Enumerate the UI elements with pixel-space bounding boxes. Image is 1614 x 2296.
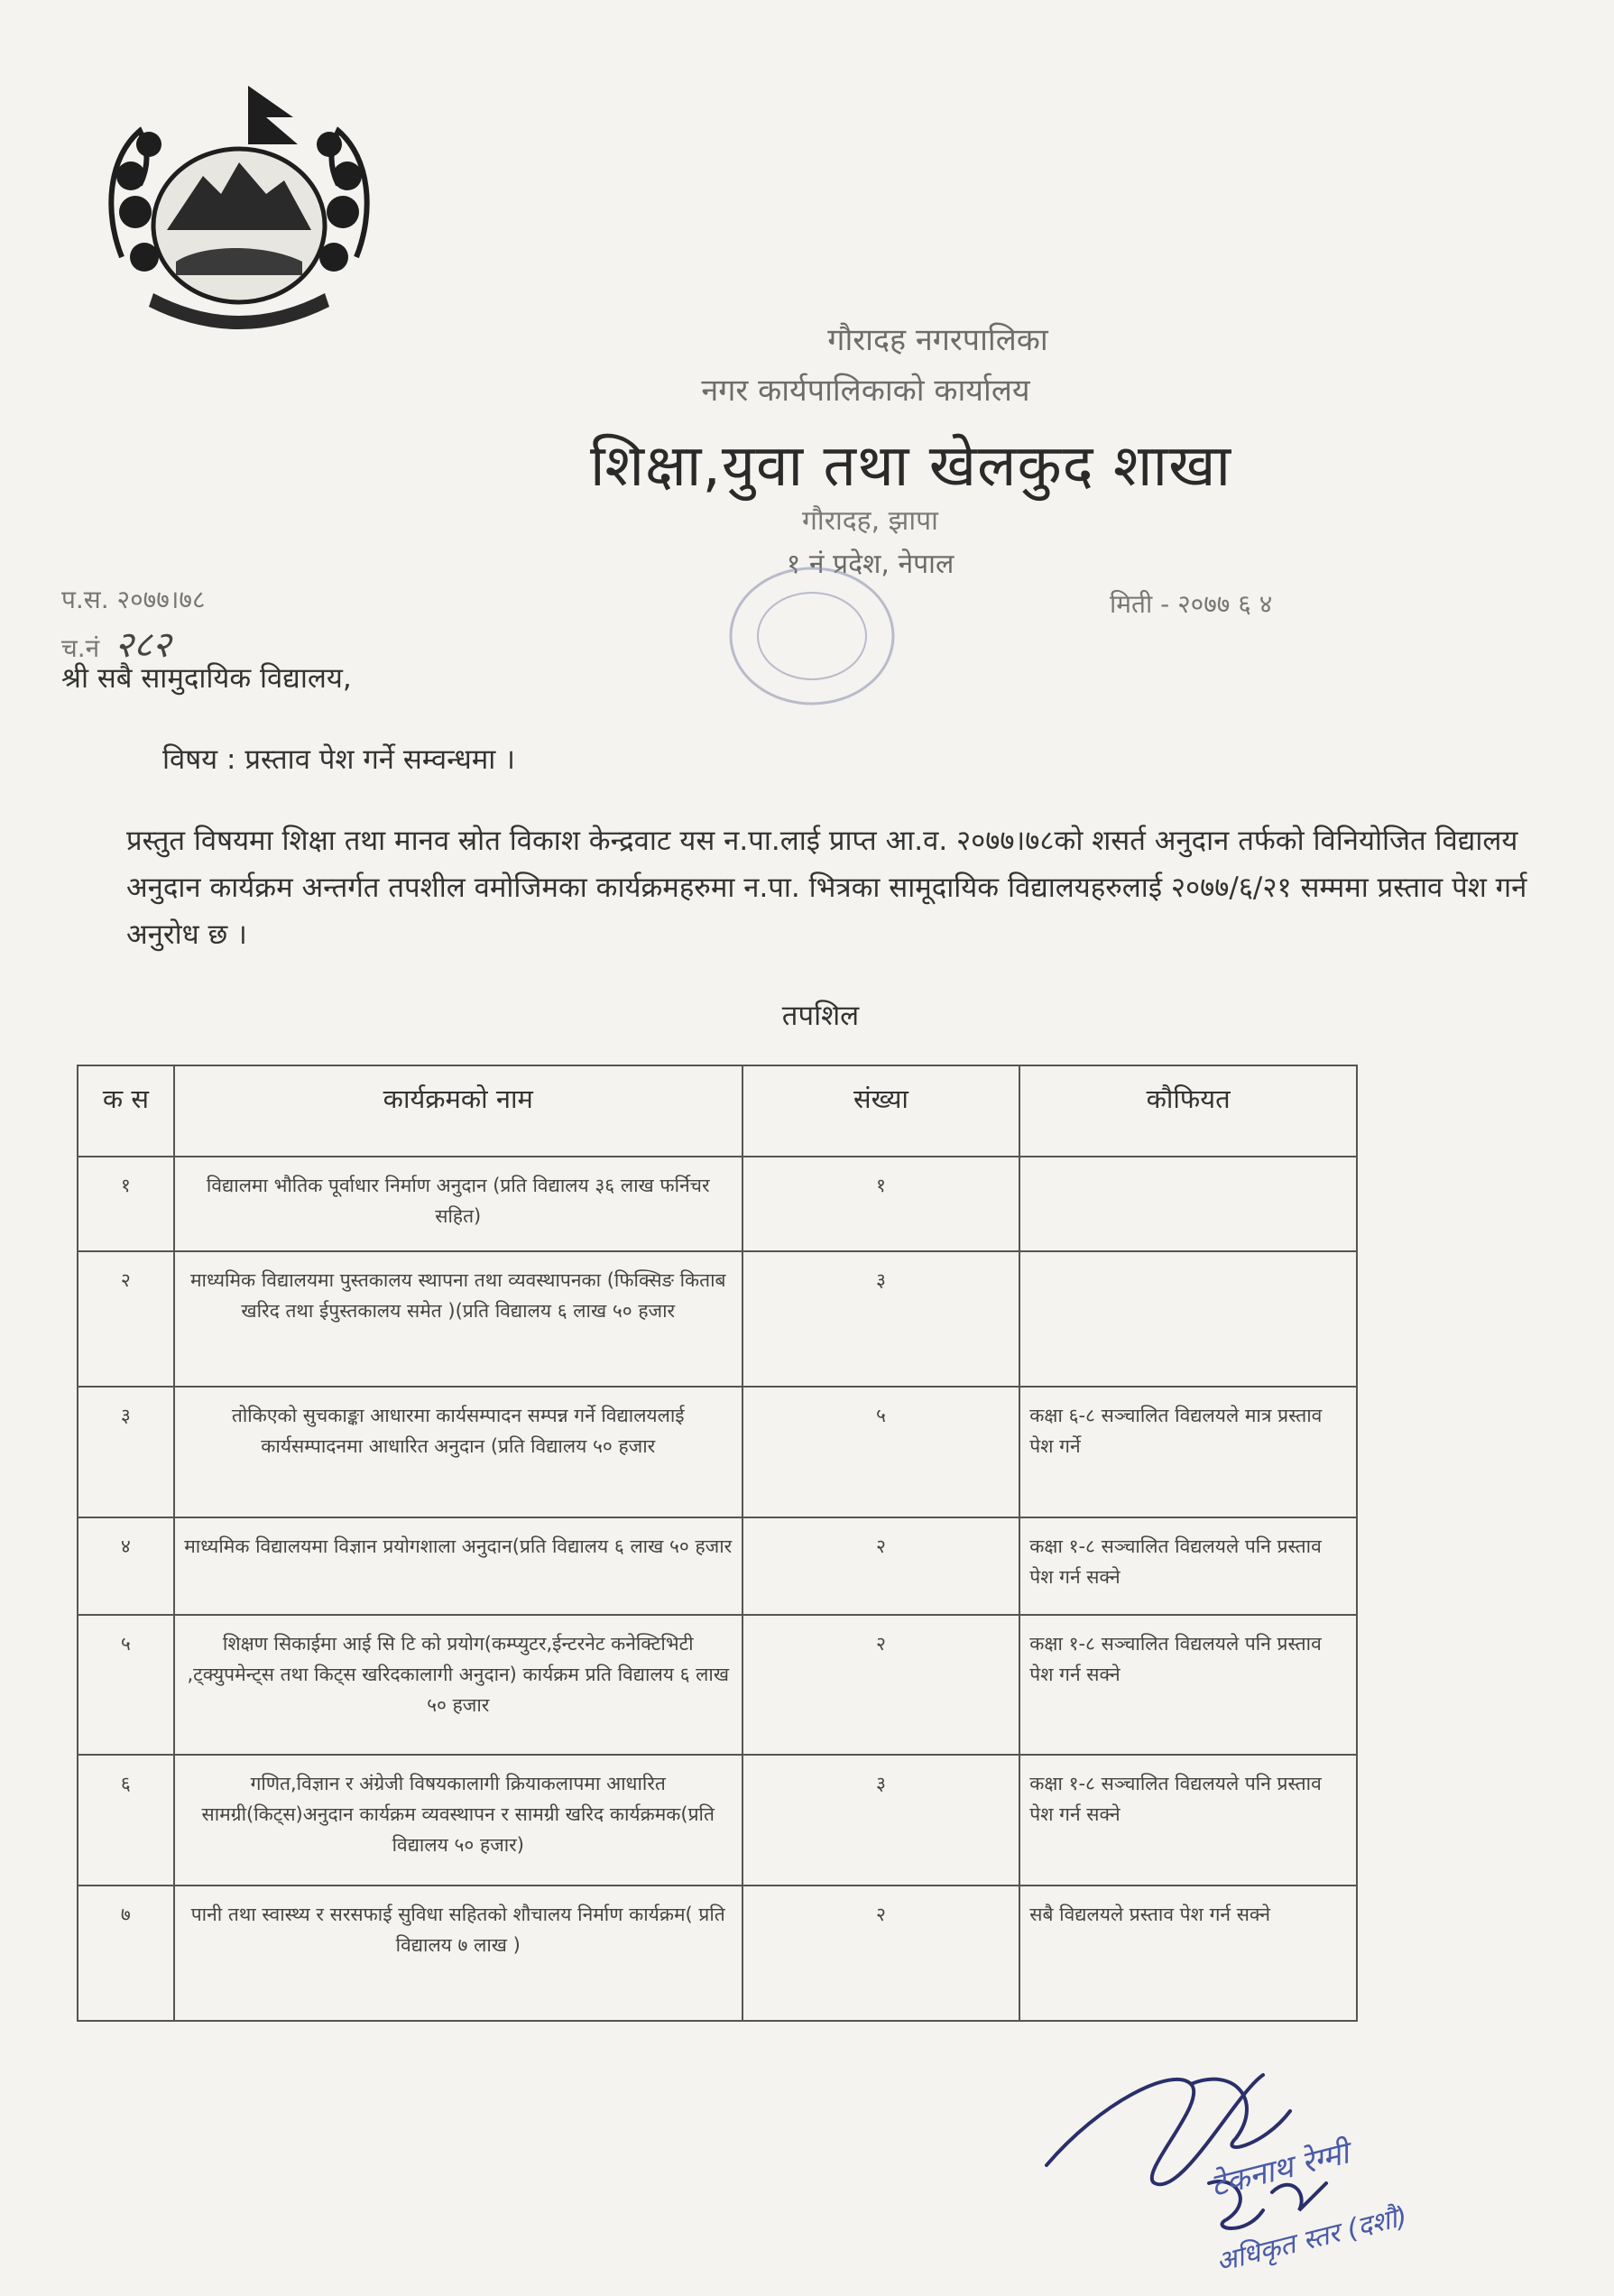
signatory-name: टेकनाथ रेग्मी — [1206, 2135, 1353, 2205]
table-row — [78, 1251, 1357, 1387]
nepal-emblem-icon — [86, 77, 392, 347]
table-header-row — [78, 1065, 1357, 1157]
row-sn: १ — [78, 1157, 174, 1251]
row-count: २ — [742, 1615, 1020, 1755]
dispatch-label: च.नं — [61, 633, 100, 663]
table-row — [78, 1517, 1357, 1615]
row-sn: ७ — [78, 1886, 174, 2021]
row-sn: ३ — [78, 1387, 174, 1517]
signatory-post: अधिकृत स्तर (दशौ) — [1213, 2200, 1411, 2279]
row-program-name: विद्यालमा भौतिक पूर्वाधार निर्माण अनुदान (प्रति विद्यालय ३६ लाख फर्निचर सहित) — [174, 1157, 742, 1251]
table-row — [78, 1387, 1357, 1517]
body-paragraph: प्रस्तुत विषयमा शिक्षा तथा मानव स्रोत विकाश केन्द्रवाट यस न.पा.लाई प्राप्त आ.व. २०७७।७८को शसर्त अनुदान तर्फको विनियोजित विद्यालय अनुदान कार्यक्रम अन्तर्गत तपशील वमोजिमका कार्यक्रमहरुमा न.पा. भित्रका सामूदायिक विद्यालयहरुलाई २०७७/६/२१ सम्ममा प्रस्ताव पेश गर्न अनुरोध छ । — [126, 825, 1527, 951]
subject-line: विषय : प्रस्ताव पेश गर्ने सम्वन्धमा । — [162, 743, 515, 776]
row-program-name: गणित,विज्ञान र अंग्रेजी विषयकालागी क्रियाकलापमा आधारित सामग्री(किट्स)अनुदान कार्यक्रम व्यवस्थापन र सामग्री खरिद कार्यक्रमक(प्रति विद्यालय ५० हजार) — [174, 1755, 742, 1886]
row-count: २ — [742, 1886, 1020, 2021]
row-remarks: कक्षा १-८ सञ्चालित विद्यलयले पनि प्रस्ताव पेश गर्न सक्ने — [1019, 1755, 1357, 1886]
row-sn: ४ — [78, 1517, 174, 1615]
office-province: १ नं प्रदेश, नेपाल — [786, 549, 955, 580]
office-address: गौरादह, झापा — [802, 505, 938, 537]
row-program-name: शिक्षण सिकाईमा आई सि टि को प्रयोग(कम्प्युटर,ईन्टरनेट कनेक्टिभिटी ,ट्क्युपमेन्ट्स तथा किट्स खरिदकालागी अनुदान) कार्यक्रम प्रति विद्यालय ६ लाख ५० हजार — [174, 1615, 742, 1755]
table-row — [78, 1886, 1357, 2021]
row-program-name: तोकिएको सुचकाङ्का आधारमा कार्यसम्पादन सम्पन्न गर्ने विद्यालयलाई कार्यसम्पादनमा आधारित अनुदान (प्रति विद्यालय ५० हजार — [174, 1387, 742, 1517]
program-table — [77, 1065, 1358, 2022]
recipient: श्री सबै सामुदायिक विद्यालय, — [61, 662, 352, 695]
office-seal-icon — [722, 559, 902, 713]
row-remarks — [1019, 1157, 1357, 1251]
row-program-name: पानी तथा स्वास्थ्य र सरसफाई सुविधा सहितको शौचालय निर्माण कार्यक्रम( प्रति विद्यालय ७ लाख ) — [174, 1886, 742, 2021]
row-remarks: कक्षा १-८ सञ्चालित विद्यलयले पनि प्रस्ताव पेश गर्न सक्ने — [1019, 1517, 1357, 1615]
office-name: नगर कार्यपालिकाको कार्यालय — [701, 373, 1030, 409]
row-count: ५ — [742, 1387, 1020, 1517]
table-row — [78, 1615, 1357, 1755]
header-sn: क स — [78, 1065, 174, 1157]
row-remarks — [1019, 1251, 1357, 1387]
row-sn: ६ — [78, 1755, 174, 1886]
row-remarks: कक्षा ६-८ सञ्चालित विद्यलयले मात्र प्रस्ताव पेश गर्ने — [1019, 1387, 1357, 1517]
branch-title: शिक्षा,युवा तथा खेलकुद शाखा — [589, 433, 1232, 500]
row-count: १ — [742, 1157, 1020, 1251]
letter-date: मिती - २०७७ ६ ४ — [1110, 589, 1273, 619]
row-program-name: माध्यमिक विद्यालयमा पुस्तकालय स्थापना तथा व्यवस्थापनका (फिक्सिङ किताब खरिद तथा ईपुस्तकालय समेत )(प्रति विद्यालय ६ लाख ५० हजार — [174, 1251, 742, 1387]
letter-reference-number: प.स. २०७७।७८ — [61, 585, 206, 614]
table-title: तपशिल — [781, 1000, 860, 1032]
row-count: ३ — [742, 1251, 1020, 1387]
row-program-name: माध्यमिक विद्यालयमा विज्ञान प्रयोगशाला अनुदान(प्रति विद्यालय ६ लाख ५० हजार — [174, 1517, 742, 1615]
header-count: संख्या — [742, 1065, 1020, 1157]
dispatch-handwritten-number: २८२ — [115, 624, 171, 666]
header-program-name: कार्यक्रमको नाम — [174, 1065, 742, 1157]
table-row — [78, 1755, 1357, 1886]
header-remarks: कौफियत — [1019, 1065, 1357, 1157]
row-count: २ — [742, 1517, 1020, 1615]
table-row — [78, 1157, 1357, 1251]
row-remarks: कक्षा १-८ सञ्चालित विद्यलयले पनि प्रस्ताव पेश गर्न सक्ने — [1019, 1615, 1357, 1755]
row-sn: २ — [78, 1251, 174, 1387]
municipality-name: गौरादह नगरपालिका — [827, 322, 1048, 358]
row-sn: ५ — [78, 1615, 174, 1755]
row-count: ३ — [742, 1755, 1020, 1886]
row-remarks: सबै विद्यलयले प्रस्ताव पेश गर्न सक्ने — [1019, 1886, 1357, 2021]
